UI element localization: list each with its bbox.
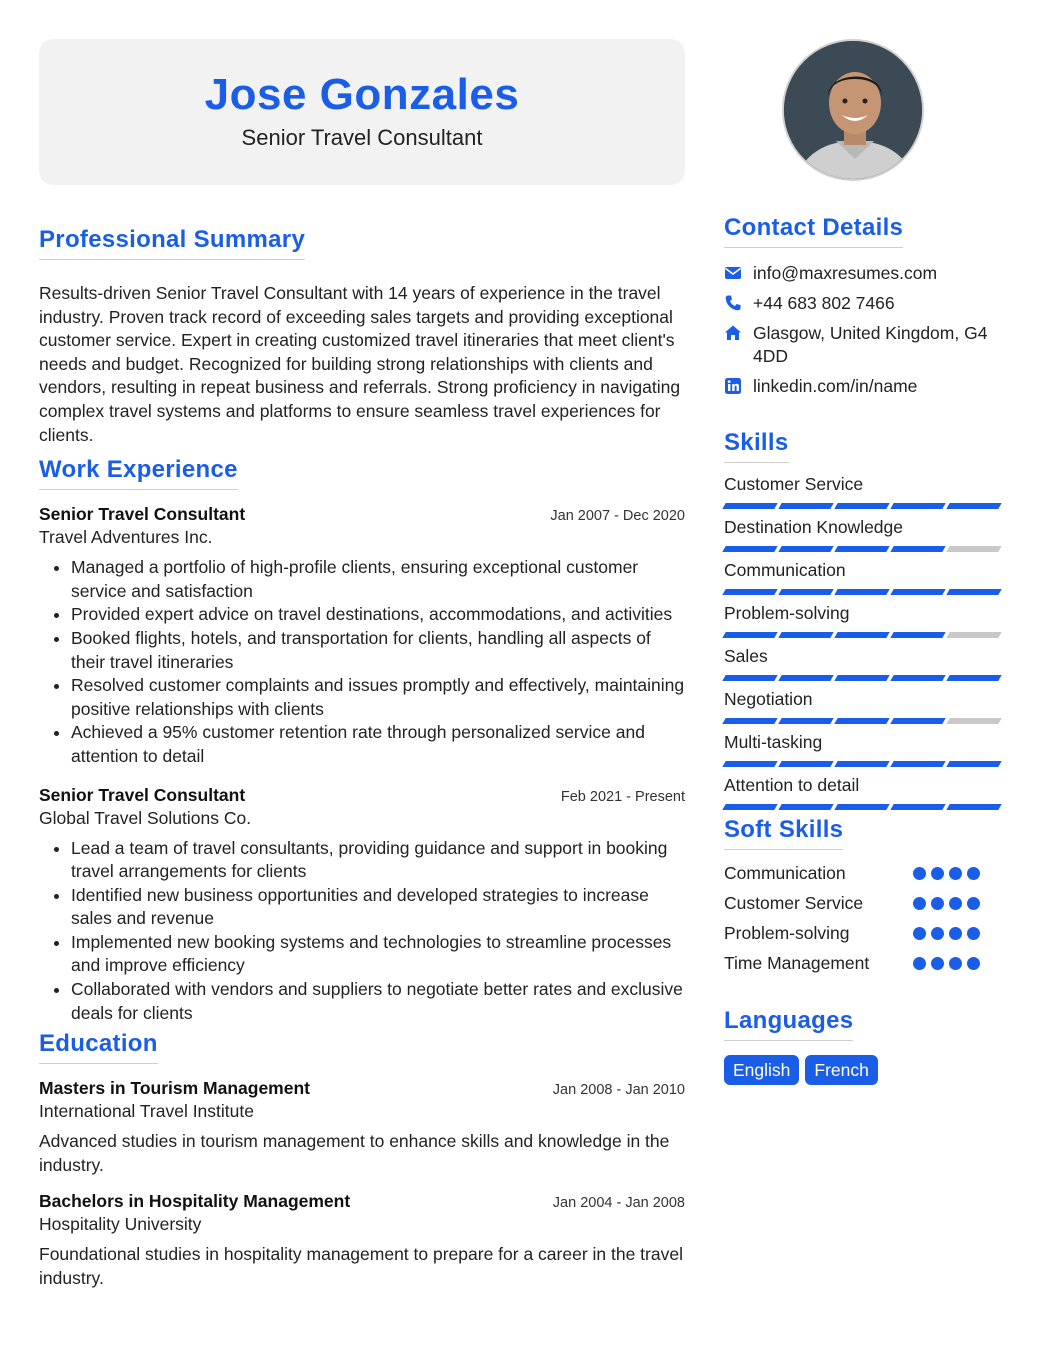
skill-level-bar: [724, 546, 1004, 552]
header-box: [39, 39, 685, 185]
skill-level-bar: [724, 804, 1004, 810]
skill-level-segment: [778, 632, 833, 638]
contact-phone[interactable]: [724, 292, 1004, 315]
soft-skill-rating: [913, 867, 980, 880]
linkedin-icon: [724, 377, 742, 395]
soft-skill-rating: [913, 927, 980, 940]
rating-dot: [967, 957, 980, 970]
candidate-name: Jose Gonzales: [204, 70, 520, 119]
profile-photo: [782, 39, 924, 181]
soft-skill-label: Communication: [724, 862, 846, 883]
soft-skill-item: [724, 918, 1004, 948]
rating-dot: [949, 957, 962, 970]
skill-level-bar: [724, 503, 1004, 509]
job-bullets: [39, 837, 685, 1026]
skill-level-segment: [890, 546, 945, 552]
soft-skill-item: [724, 888, 1004, 918]
skills-list: [724, 473, 1004, 817]
skill-level-segment: [778, 675, 833, 681]
languages-section: [724, 1006, 1004, 1085]
job-bullet: • Implemented new booking systems and technologies to streamline processes and improve efficiency: [71, 931, 685, 978]
skill-level-segment: [946, 546, 1001, 552]
skills-heading: Skills: [724, 428, 789, 463]
contact-linkedin[interactable]: [724, 375, 1004, 398]
skill-level-segment: [778, 503, 833, 509]
education-description: Foundational studies in hospitality management to prepare for a career in the travel industry.: [39, 1244, 683, 1289]
rating-dot: [913, 897, 926, 910]
education-date: Jan 2004 - Jan 2008: [552, 1195, 685, 1212]
soft-skills-heading: Soft Skills: [724, 815, 843, 850]
job-bullet: • Identified new business opportunities and developed strategies to increase sales and revenue: [71, 884, 685, 931]
degree-name: Masters in Tourism Management: [39, 1078, 310, 1099]
job-bullet: • Managed a portfolio of high-profile clients, ensuring exceptional customer service and satisfaction: [71, 556, 685, 603]
skill-level-segment: [946, 761, 1001, 767]
portrait-avatar-icon: [784, 41, 924, 181]
skill-item: [724, 559, 1004, 602]
skill-item: [724, 688, 1004, 731]
rating-dot: [931, 897, 944, 910]
contact-address: [724, 322, 1004, 368]
education-description: Advanced studies in tourism management to enhance skills and knowledge in the industry.: [39, 1131, 670, 1175]
contact-email-text: info@maxresumes.com: [753, 263, 938, 283]
job-bullet: • Lead a team of travel consultants, providing guidance and support in booking travel arrangements for clients: [71, 837, 685, 884]
skill-level-segment: [778, 718, 833, 724]
skill-level-segment: [778, 761, 833, 767]
skill-level-segment: [946, 632, 1001, 638]
skill-level-segment: [890, 589, 945, 595]
skill-level-segment: [722, 589, 777, 595]
skill-level-segment: [722, 546, 777, 552]
contact-list: [724, 262, 1004, 398]
experience-heading: Work Experience: [39, 455, 238, 490]
skill-level-segment: [778, 804, 833, 810]
job-company: Global Travel Solutions Co.: [39, 807, 252, 828]
skill-label: Negotiation: [724, 689, 813, 709]
education-entry: [39, 1078, 685, 1177]
job-role: Senior Travel Consultant: [39, 784, 246, 805]
job-bullet: • Achieved a 95% customer retention rate through personalized service and attention to detail: [71, 721, 685, 768]
contact-linkedin-text: linkedin.com/in/name: [753, 376, 918, 396]
skill-level-segment: [946, 589, 1001, 595]
degree-name: Bachelors in Hospitality Management: [39, 1191, 351, 1212]
soft-skill-rating: [913, 897, 980, 910]
summary-text: Results-driven Senior Travel Consultant with 14 years of experience in the travel industry. Proven track record of exceeding sales targets and providing exceptional customer service. Expert in creating customized travel itineraries that meet client's needs and budget. Recognized for building strong relationships with clients and vendors, resulting in repeat business and referrals. Strong proficiency in navigating complex travel systems and platforms to ensure seamless travel experiences for clients.: [39, 283, 681, 445]
skill-level-bar: [724, 675, 1004, 681]
skill-level-segment: [946, 675, 1001, 681]
skill-level-segment: [890, 503, 945, 509]
job-role: Senior Travel Consultant: [39, 504, 246, 525]
soft-skill-item: [724, 948, 1004, 978]
skill-item: [724, 645, 1004, 688]
rating-dot: [931, 957, 944, 970]
job-entry: [39, 504, 685, 768]
side-column: [724, 39, 1004, 1085]
skill-level-segment: [834, 718, 889, 724]
skill-level-segment: [890, 718, 945, 724]
skill-level-segment: [834, 632, 889, 638]
skill-level-segment: [834, 761, 889, 767]
rating-dot: [967, 867, 980, 880]
experience-section: [39, 455, 685, 1025]
education-heading: Education: [39, 1029, 158, 1064]
skill-level-segment: [722, 761, 777, 767]
job-bullet: • Resolved customer complaints and issues promptly and effectively, maintaining positive relationships with clients: [71, 674, 685, 721]
school-name: International Travel Institute: [39, 1101, 254, 1122]
skill-item: [724, 731, 1004, 774]
school-name: Hospitality University: [39, 1214, 202, 1235]
skill-level-segment: [890, 804, 945, 810]
skill-level-segment: [722, 718, 777, 724]
skill-level-bar: [724, 632, 1004, 638]
skills-section: [724, 428, 1004, 817]
skill-item: [724, 516, 1004, 559]
skill-level-segment: [778, 589, 833, 595]
skill-level-bar: [724, 718, 1004, 724]
rating-dot: [913, 867, 926, 880]
soft-skills-section: [724, 815, 1004, 978]
skill-level-segment: [834, 546, 889, 552]
skill-level-segment: [834, 589, 889, 595]
languages-list: [724, 1055, 1004, 1085]
skill-level-segment: [890, 675, 945, 681]
contact-section: [724, 213, 1004, 398]
skill-level-segment: [834, 503, 889, 509]
skill-label: Sales: [724, 646, 768, 666]
languages-heading: Languages: [724, 1006, 853, 1041]
job-bullet: • Collaborated with vendors and suppliers to negotiate better rates and exclusive deals for clients: [71, 978, 685, 1025]
contact-email[interactable]: [724, 262, 1004, 285]
rating-dot: [931, 927, 944, 940]
summary-heading: Professional Summary: [39, 225, 305, 260]
skill-level-segment: [946, 804, 1001, 810]
rating-dot: [931, 867, 944, 880]
soft-skill-label: Time Management: [724, 952, 870, 973]
rating-dot: [949, 867, 962, 880]
skill-label: Attention to detail: [724, 775, 860, 795]
skill-label: Problem-solving: [724, 603, 850, 623]
skill-level-segment: [834, 675, 889, 681]
skill-label: Communication: [724, 560, 846, 580]
skill-level-bar: [724, 589, 1004, 595]
skill-label: Multi-tasking: [724, 732, 823, 752]
job-entry: [39, 785, 685, 1026]
envelope-icon: [724, 264, 742, 282]
job-date: Jan 2007 - Dec 2020: [550, 508, 685, 525]
skill-level-bar: [724, 761, 1004, 767]
language-badge: English: [724, 1055, 799, 1085]
main-column: [39, 39, 685, 1291]
skill-level-segment: [834, 804, 889, 810]
skill-item: [724, 774, 1004, 817]
summary-section: [39, 225, 685, 447]
skill-label: Destination Knowledge: [724, 517, 904, 537]
job-company: Travel Adventures Inc.: [39, 527, 213, 548]
rating-dot: [913, 957, 926, 970]
soft-skill-rating: [913, 957, 980, 970]
contact-address-text: Glasgow, United Kingdom, G4 4DD: [753, 323, 988, 366]
soft-skill-label: Customer Service: [724, 892, 864, 913]
rating-dot: [967, 927, 980, 940]
skill-level-segment: [890, 761, 945, 767]
job-bullet: • Provided expert advice on travel destinations, accommodations, and activities: [71, 603, 685, 627]
contact-heading: Contact Details: [724, 213, 903, 248]
rating-dot: [949, 897, 962, 910]
job-bullets: [39, 556, 685, 768]
skill-level-segment: [722, 632, 777, 638]
skill-level-segment: [890, 632, 945, 638]
language-badge: French: [805, 1055, 877, 1085]
education-date: Jan 2008 - Jan 2010: [552, 1082, 685, 1099]
skill-level-segment: [722, 503, 777, 509]
soft-skills-list: [724, 858, 1004, 978]
skill-item: [724, 602, 1004, 645]
candidate-title: Senior Travel Consultant: [241, 125, 483, 150]
skill-item: [724, 473, 1004, 516]
soft-skill-item: [724, 858, 1004, 888]
skill-label: Customer Service: [724, 474, 864, 494]
rating-dot: [949, 927, 962, 940]
skill-level-segment: [778, 546, 833, 552]
contact-phone-text: +44 683 802 7466: [753, 293, 895, 313]
education-entry: [39, 1191, 685, 1290]
education-section: [39, 1029, 685, 1290]
soft-skill-label: Problem-solving: [724, 922, 850, 943]
skill-level-segment: [946, 718, 1001, 724]
job-bullet: • Booked flights, hotels, and transportation for clients, handling all aspects of their travel itineraries: [71, 627, 685, 674]
rating-dot: [913, 927, 926, 940]
skill-level-segment: [946, 503, 1001, 509]
job-date: Feb 2021 - Present: [560, 788, 685, 805]
home-icon: [724, 324, 742, 342]
phone-icon: [724, 294, 742, 312]
skill-level-segment: [722, 804, 777, 810]
skill-level-segment: [722, 675, 777, 681]
rating-dot: [967, 897, 980, 910]
